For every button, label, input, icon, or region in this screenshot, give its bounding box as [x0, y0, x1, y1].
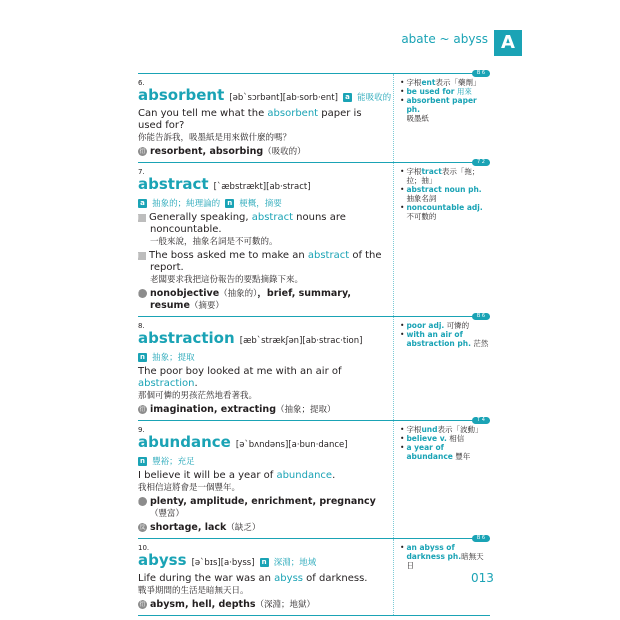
side-note [400, 167, 490, 185]
note-text: 用來 [454, 87, 472, 96]
headword: abundance [138, 433, 231, 451]
sentence-text: Life during the war was an [138, 573, 275, 584]
note-term: tract [421, 167, 442, 176]
example-sentence [138, 366, 387, 390]
synonyms: imagination, extracting [150, 404, 277, 415]
synonyms: nonobjective [150, 288, 220, 299]
syllabification: [ab·stract] [266, 182, 311, 192]
sentence-text: The poor boy looked at me with an air of [138, 366, 342, 377]
entry-absorbent [138, 70, 490, 162]
note-text: 吸墨紙 [406, 114, 429, 123]
note-text: 字根 [406, 167, 422, 176]
side-tag: B 6 [472, 70, 490, 77]
synonyms: resorbent, absorbing [150, 146, 264, 157]
side-tag: B 6 [472, 535, 490, 542]
example-translation: 那個可憐的男孩茫然地看著我。 [138, 391, 258, 401]
side-note [400, 96, 490, 123]
side-note [400, 87, 490, 96]
note-text: 相信 [446, 434, 465, 443]
synonyms-note: （吸收的） [263, 147, 306, 157]
sentence-text: Generally speaking, [149, 212, 252, 223]
synonyms: abysm, hell, depths [150, 599, 256, 610]
side-note [400, 443, 490, 461]
highlighted-word: abstract [251, 212, 293, 223]
highlighted-word: absorbent [267, 108, 319, 119]
synonyms-line [138, 404, 387, 416]
synonyms-note: （摘要） [189, 301, 224, 311]
side-tag: B 6 [472, 313, 490, 320]
entry-number: 10. [138, 544, 150, 552]
note-text: 表示「波動」 [437, 425, 483, 434]
part-of-speech-badge: n [138, 457, 147, 466]
side-note [400, 203, 490, 221]
sentence-text: The boss asked me to make an [149, 250, 308, 261]
side-note [400, 434, 490, 443]
entry-abstract [133, 159, 490, 316]
synonyms-note: （抽象的） [219, 289, 258, 299]
phonetic: [əbˋsɔrbənt] [229, 93, 283, 103]
synonym-badge: 衍 [139, 406, 146, 413]
example-sentence [138, 573, 387, 585]
synonyms-note: （深淵；地獄） [255, 600, 316, 610]
side-note [400, 78, 490, 87]
sentence-text: . [332, 470, 336, 481]
sentence-text: of the report. [150, 250, 382, 273]
entry-main [138, 539, 394, 615]
note-text: 字根 [406, 425, 422, 434]
highlighted-word: abyss [274, 573, 303, 584]
definition: 深淵；地域 [273, 558, 317, 568]
page-number: 013 [471, 571, 494, 585]
note-term: a year of [406, 443, 444, 452]
definition: 抽象的；純理論的 [152, 199, 221, 209]
note-term: darkness ph. [406, 552, 462, 561]
side-notes [394, 159, 490, 316]
synonyms-note: （豐富） [150, 509, 185, 519]
note-text: 暗無天日 [406, 552, 484, 570]
example-marker: ■ [138, 252, 146, 260]
entry-headline [138, 552, 387, 571]
note-term: abundance [406, 452, 453, 461]
part-of-speech-badge: n [225, 199, 234, 208]
definition: 抽象；提取 [152, 353, 195, 363]
note-term: be used for [406, 87, 455, 96]
part-of-speech-badge: n [138, 353, 147, 362]
headword: absorbent [138, 86, 225, 104]
note-text: 表示「拖；拉；抽」 [406, 167, 480, 185]
definition-line [138, 195, 387, 210]
example-translation: 老闆要求我把這份報告的要點摘錄下來。 [150, 275, 304, 285]
example-sentence [133, 250, 387, 274]
note-term: abstract noun ph. [406, 185, 482, 194]
highlighted-word: abstraction [138, 378, 195, 389]
syllabification: [a·bun·dance] [288, 440, 348, 450]
definition: 能吸收的 [357, 93, 392, 103]
entry-number: 6. [138, 79, 145, 87]
highlighted-word: abstract [307, 250, 350, 261]
synonym-badge: 衍 [138, 289, 147, 298]
part-of-speech-badge: n [260, 558, 269, 567]
antonym-badge: 反 [139, 524, 146, 531]
syllabification: [ab·sorb·ent] [282, 93, 338, 103]
headword: abstract [138, 175, 209, 193]
part-of-speech-badge: a [138, 199, 147, 208]
sentence-text: . [194, 378, 198, 389]
headword: abstraction [138, 329, 235, 347]
example-sentence [138, 108, 387, 132]
synonym-badge: 衍 [138, 497, 147, 506]
side-note [400, 425, 490, 434]
synonym-badge: 衍 [139, 148, 146, 155]
example-translation: 戰爭期間的生活是暗無天日。 [138, 586, 249, 596]
headword: abyss [138, 551, 187, 569]
entry-number: 7. [138, 168, 145, 176]
synonyms: ，brief, summary, resume [150, 288, 352, 311]
note-term: abstraction ph. [406, 339, 471, 348]
side-note [400, 543, 490, 570]
example-marker: ■ [138, 214, 146, 222]
phonetic: [æbˋstrækʃən] [239, 336, 303, 346]
definition-line [138, 349, 387, 364]
syllabification: [ab·strac·tion] [302, 336, 363, 346]
part-of-speech-badge: a [343, 93, 352, 102]
example-translation: 一般來說，抽象名詞是不可數的。 [150, 237, 278, 247]
antonyms-note: （缺乏） [226, 523, 261, 533]
synonyms-line [133, 496, 387, 520]
side-notes [394, 70, 490, 162]
side-note [400, 185, 490, 203]
note-text: 豐年 [452, 452, 471, 461]
syllabification: [a·byss] [220, 558, 255, 568]
side-notes [394, 313, 490, 420]
page-header [0, 28, 620, 58]
entry-abstraction [138, 313, 490, 420]
synonyms: plenty, amplitude, enrichment, pregnancy [150, 496, 376, 507]
side-tag: T 4 [472, 417, 490, 424]
side-note [400, 321, 490, 330]
entry-main [138, 317, 394, 420]
definition: 豐裕；充足 [152, 457, 195, 467]
example-translation: 我相信這將會是一個豐年。 [138, 483, 241, 493]
note-term: believe v. [406, 434, 447, 443]
note-text: 可憐的 [444, 321, 470, 330]
example-sentence [138, 470, 387, 482]
definition: 梗概，摘要 [239, 199, 282, 209]
phonetic: [əˋbʌndəns] [235, 440, 289, 450]
entry-abyss [138, 535, 490, 616]
note-text: 表示「藥劑」 [435, 78, 481, 87]
synonyms-line [138, 146, 387, 158]
note-term: with an air of [406, 330, 463, 339]
note-term: ent [421, 78, 436, 87]
note-text: 茫然 [470, 339, 489, 348]
entry-headline [138, 330, 387, 349]
phonetic: [əˋbɪs] [191, 558, 221, 568]
example-sentence [133, 212, 387, 236]
side-tag: 7 2 [472, 159, 490, 166]
sentence-text: I believe it will be a year of [138, 470, 277, 481]
entry-headline [138, 434, 387, 453]
example-translation: 你能告訴我，吸墨紙是用來做什麼的嗎？ [138, 133, 292, 143]
antonyms-line [138, 522, 387, 534]
sentence-text: of darkness. [303, 573, 368, 584]
entry-abundance [133, 417, 490, 538]
sentence-text: Can you tell me what the [138, 108, 268, 119]
entry-number: 9. [138, 426, 145, 434]
entry-main [138, 74, 394, 162]
note-term: absorbent paper ph. [406, 96, 477, 114]
synonyms-line [138, 599, 387, 611]
side-note [400, 330, 490, 348]
phonetic: [ˋæbstrækt] [213, 182, 267, 192]
entry-headline [138, 86, 392, 106]
note-text: 不可數的 [406, 212, 437, 221]
note-term: und [421, 425, 438, 434]
highlighted-word: abundance [276, 470, 333, 481]
note-text: 字根 [406, 78, 422, 87]
note-text: 抽象名詞 [406, 194, 437, 203]
letter-tab: A [494, 30, 522, 56]
synonyms-line [133, 288, 387, 312]
side-notes [394, 417, 490, 538]
note-term: noncountable adj. [406, 203, 483, 212]
note-term: an abyss of [406, 543, 455, 552]
synonyms-note: （抽象；提取） [276, 405, 336, 415]
sentence-text: nouns are noncountable. [150, 212, 346, 235]
entry-headline [138, 176, 387, 195]
synonym-badge: 衍 [139, 601, 146, 608]
entry-list [133, 70, 490, 616]
entry-main [133, 421, 394, 538]
sentence-text: paper is used for? [138, 108, 362, 131]
antonyms: shortage, lack [150, 522, 227, 533]
entry-main [133, 163, 394, 316]
definition-line [138, 453, 387, 468]
note-term: poor adj. [406, 321, 445, 330]
entry-number: 8. [138, 322, 145, 330]
header-word-range: abate ~ abyss [401, 32, 488, 46]
